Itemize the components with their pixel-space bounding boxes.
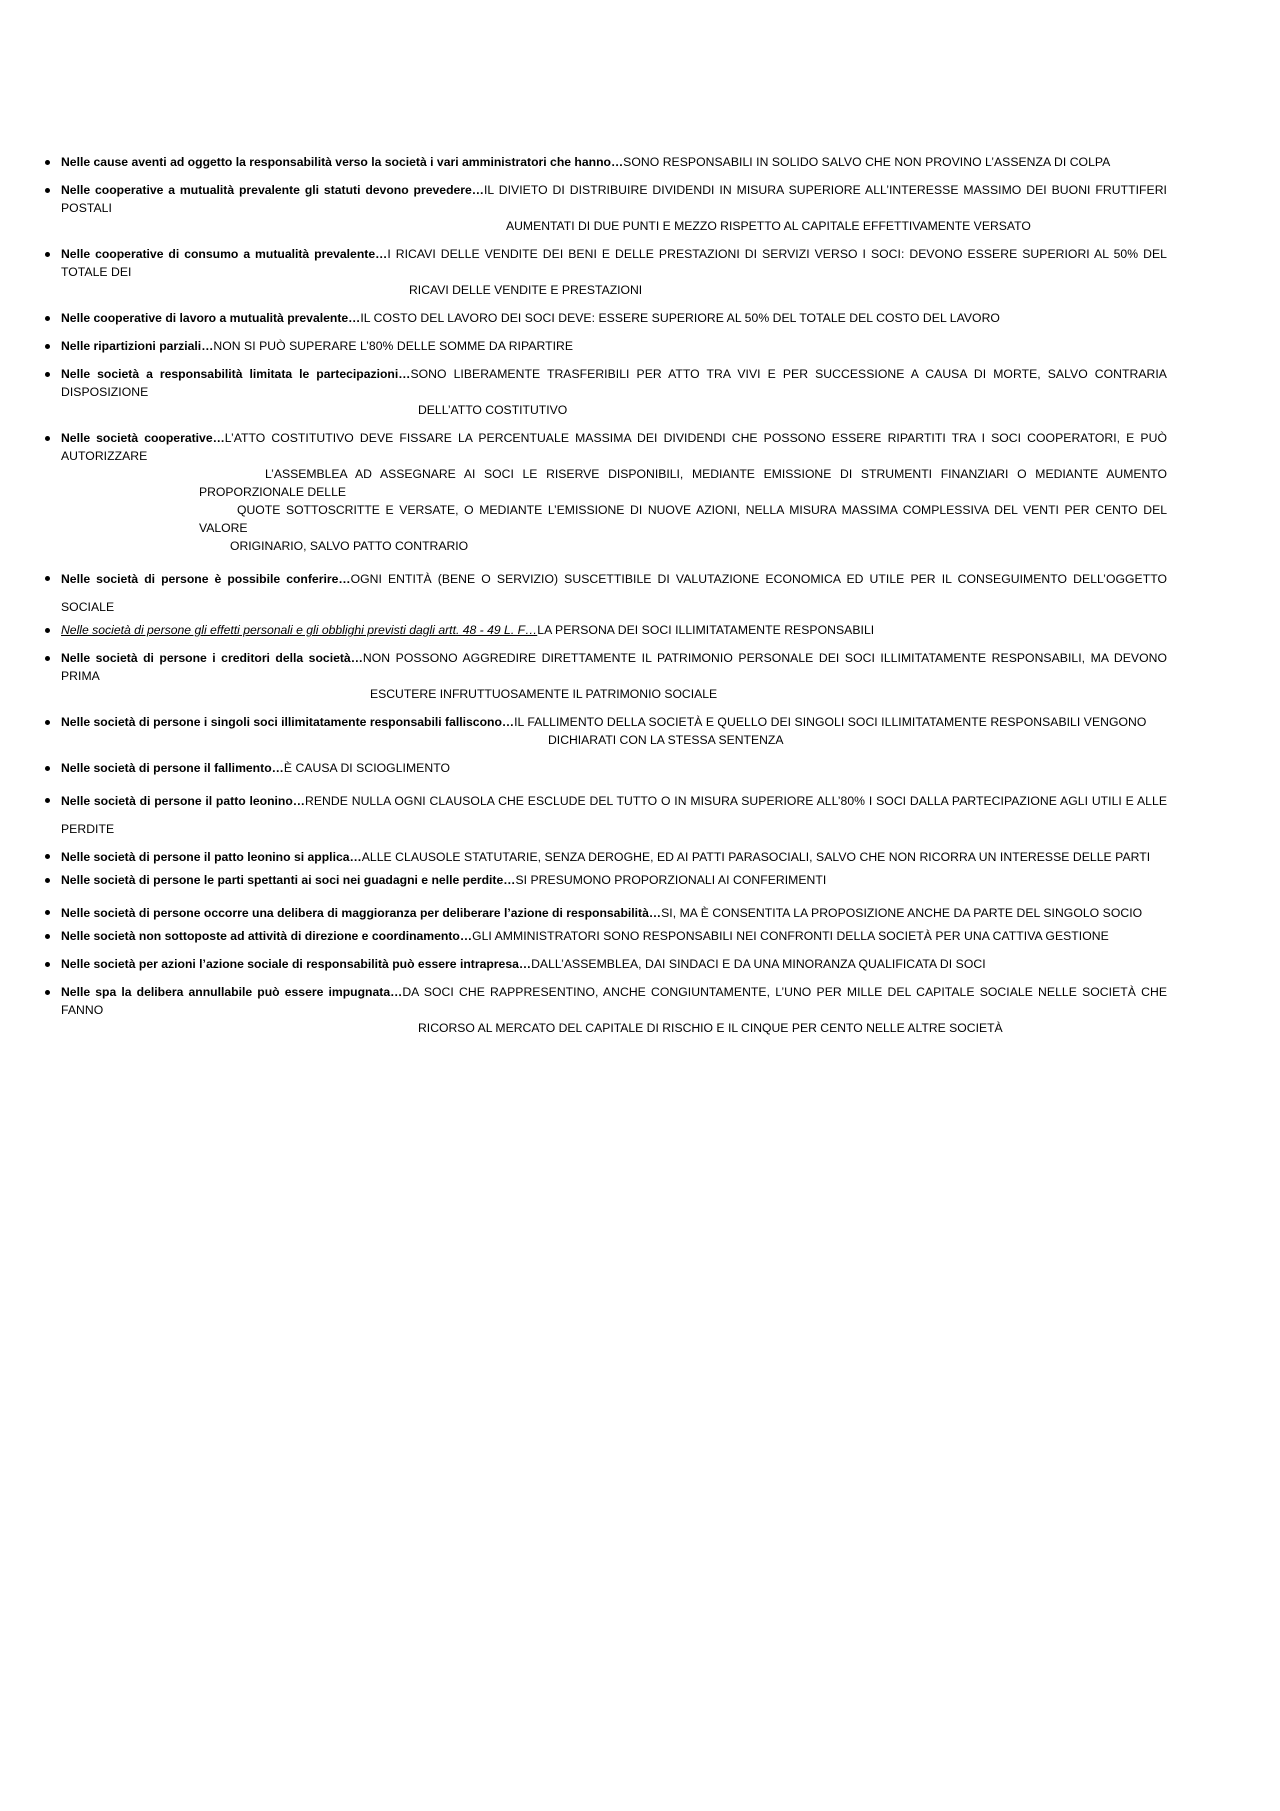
list-item [0,365,1280,419]
answer-continuation: DICHIARATI CON LA STESSA SENTENZA [548,733,784,747]
answer-text: LA PERSONA DEI SOCI ILLIMITATAMENTE RESPONSABILI [537,623,875,637]
answer-text: OGNI ENTITÀ (BENE O SERVIZIO) SUSCETTIBILE DI VALUTAZIONE ECONOMICA ED UTILE PER IL CONSEGUIMENTO DELL’OGGETTO SOCIALE [61,572,1168,614]
bullet-icon [45,372,50,377]
answer-text: È CAUSA DI SCIOGLIMENTO [283,761,450,775]
answer-continuation: L’ASSEMBLEA AD ASSEGNARE AI SOCI LE RISERVE DISPONIBILI, MEDIANTE EMISSIONE DI STRUMENTI FINANZIARI O MEDIANTE AUMENTO PROPORZIONALE DELLE [199,467,1167,499]
bullet-icon [45,990,50,995]
list-item [0,621,1280,639]
bullet-icon [45,656,50,661]
answer-continuation: RICORSO AL MERCATO DEL CAPITALE DI RISCHIO E IL CINQUE PER CENTO NELLE ALTRE SOCIETÀ [418,1021,1003,1035]
answer-text: ALLE CLAUSOLE STATUTARIE, SENZA DEROGHE, ED AI PATTI PARASOCIALI, SALVO CHE NON RICORRA UN INTERESSE DELLE PARTI [361,850,1151,864]
question-text: Nelle cooperative di consumo a mutualità prevalente… [61,247,388,261]
question-text: Nelle società per azioni l’azione sociale di responsabilità può essere intrapresa… [61,957,532,971]
list-item [0,899,1280,927]
bullet-icon [45,252,50,257]
bullet-icon [45,436,50,441]
answer-text: I RICAVI DELLE VENDITE DEI BENI E DELLE PRESTAZIONI DI SERVIZI VERSO I SOCI: DEVONO ESSERE SUPERIORI AL 50% DEL TOTALE DEI [61,247,1167,279]
bullet-icon [45,344,50,349]
bullet-icon [45,628,50,633]
answer-text: SONO RESPONSABILI IN SOLIDO SALVO CHE NON PROVINO L’ASSENZA DI COLPA [623,155,1111,169]
bullet-icon [45,962,50,967]
list-item [0,649,1280,703]
bullet-icon [45,316,50,321]
list-item [0,871,1280,889]
answer-text: L’ATTO COSTITUTIVO DEVE FISSARE LA PERCENTUALE MASSIMA DEI DIVIDENDI CHE POSSONO ESSERE RIPARTITI TRA I SOCI COOPERATORI, E PUÒ AUTORIZZARE [61,431,1167,463]
list-item [0,983,1280,1037]
answer-text: NON POSSONO AGGREDIRE DIRETTAMENTE IL PATRIMONIO PERSONALE DEI SOCI ILLIMITATAMENTE RESPONSABILI, MA DEVONO PRIMA [61,651,1168,683]
bullet-icon [45,188,50,193]
question-text: Nelle società di persone i creditori della società… [61,651,363,665]
bullet-icon [45,934,50,939]
answer-text: DA SOCI CHE RAPPRESENTINO, ANCHE CONGIUNTAMENTE, L’UNO PER MILLE DEL CAPITALE SOCIALE NELLE SOCIETÀ CHE FANNO [61,985,1167,1017]
list-item [0,759,1280,777]
bullet-icon [45,766,50,771]
question-text: Nelle società cooperative… [61,431,225,445]
answer-text: SONO LIBERAMENTE TRASFERIBILI PER ATTO TRA VIVI E PER SUCCESSIONE A CAUSA DI MORTE, SALVO CONTRARIA DISPOSIZIONE [61,367,1167,399]
bullet-icon [45,720,50,725]
list-item [0,429,1280,555]
bullet-icon [45,910,50,915]
list-item [0,337,1280,355]
answer-continuation: RICAVI DELLE VENDITE E PRESTAZIONI [409,283,643,297]
question-text: Nelle società di persone occorre una delibera di maggioranza per deliberare l’azione di responsabilità… [61,906,662,920]
question-text: Nelle società di persone è possibile conferire… [61,572,351,586]
answer-continuation: AUMENTATI DI DUE PUNTI E MEZZO RISPETTO AL CAPITALE EFFETTIVAMENTE VERSATO [506,219,1031,233]
list-item [0,245,1280,299]
answer-text: RENDE NULLA OGNI CLAUSOLA CHE ESCLUDE DEL TUTTO O IN MISURA SUPERIORE ALL’80% I SOCI DALLA PARTECIPAZIONE AGLI UTILI E ALLE PERDITE [61,794,1168,836]
list-item [0,843,1280,871]
question-text: Nelle società non sottoposte ad attività di direzione e coordinamento… [61,929,473,943]
bullet-icon [45,798,50,803]
question-text: Nelle società a responsabilità limitata le partecipazioni… [61,367,411,381]
answer-text: IL FALLIMENTO DELLA SOCIETÀ E QUELLO DEI SINGOLI SOCI ILLIMITATAMENTE RESPONSABILI VENGONO [514,715,1147,729]
question-text: Nelle cooperative di lavoro a mutualità prevalente… [61,311,361,325]
answer-text: NON SI PUÒ SUPERARE L’80% DELLE SOMME DA RIPARTIRE [213,339,574,353]
list-item [0,181,1280,235]
bullet-icon [45,854,50,859]
question-text: Nelle società di persone le parti spettanti ai soci nei guadagni e nelle perdite… [61,873,516,887]
list-item [0,955,1280,973]
question-text: Nelle società di persone il fallimento… [61,761,284,775]
answer-text: SI PRESUMONO PROPORZIONALI AI CONFERIMENTI [515,873,827,887]
answer-text: SI, MA È CONSENTITA LA PROPOSIZIONE ANCHE DA PARTE DEL SINGOLO SOCIO [661,906,1143,920]
answer-text: DALL’ASSEMBLEA, DAI SINDACI E DA UNA MINORANZA QUALIFICATA DI SOCI [531,957,986,971]
answer-text: IL COSTO DEL LAVORO DEI SOCI DEVE: ESSERE SUPERIORE AL 50% DEL TOTALE DEL COSTO DEL LAVORO [360,311,1000,325]
qa-list [0,153,1280,1047]
list-item [0,565,1280,621]
question-text: Nelle ripartizioni parziali… [61,339,214,353]
list-item [0,713,1280,749]
bullet-icon [45,878,50,883]
answer-continuation: DELL’ATTO COSTITUTIVO [418,403,568,417]
question-text: Nelle cause aventi ad oggetto la responsabilità verso la società i vari amministratori che hanno… [61,155,624,169]
question-text: Nelle società di persone i singoli soci illimitatamente responsabili falliscono… [61,715,515,729]
answer-text: GLI AMMINISTRATORI SONO RESPONSABILI NEI CONFRONTI DELLA SOCIETÀ PER UNA CATTIVA GESTIONE [472,929,1109,943]
answer-continuation: QUOTE SOTTOSCRITTE E VERSATE, O MEDIANTE L’EMISSIONE DI NUOVE AZIONI, NELLA MISURA MASSIMA COMPLESSIVA DEL VENTI PER CENTO DEL VALORE [199,503,1167,535]
question-text: Nelle società di persone il patto leonino si applica… [61,850,362,864]
question-text: Nelle spa la delibera annullabile può essere impugnata… [61,985,403,999]
list-item [0,153,1280,171]
question-text: Nelle cooperative a mutualità prevalente gli statuti devono prevedere… [61,183,484,197]
answer-continuation: ESCUTERE INFRUTTUOSAMENTE IL PATRIMONIO SOCIALE [370,687,718,701]
list-item [0,309,1280,327]
question-text: Nelle società di persone il patto leonino… [61,794,305,808]
list-item [0,787,1280,843]
answer-continuation: ORIGINARIO, SALVO PATTO CONTRARIO [230,539,469,553]
answer-text: IL DIVIETO DI DISTRIBUIRE DIVIDENDI IN MISURA SUPERIORE ALL’INTERESSE MASSIMO DEI BUONI FRUTTIFERI POSTALI [61,183,1167,215]
bullet-icon [45,576,50,581]
bullet-icon [45,160,50,165]
list-item [0,927,1280,945]
question-text: Nelle società di persone gli effetti personali e gli obblighi previsti dagli artt. 48 - 49 L. F… [61,623,538,637]
